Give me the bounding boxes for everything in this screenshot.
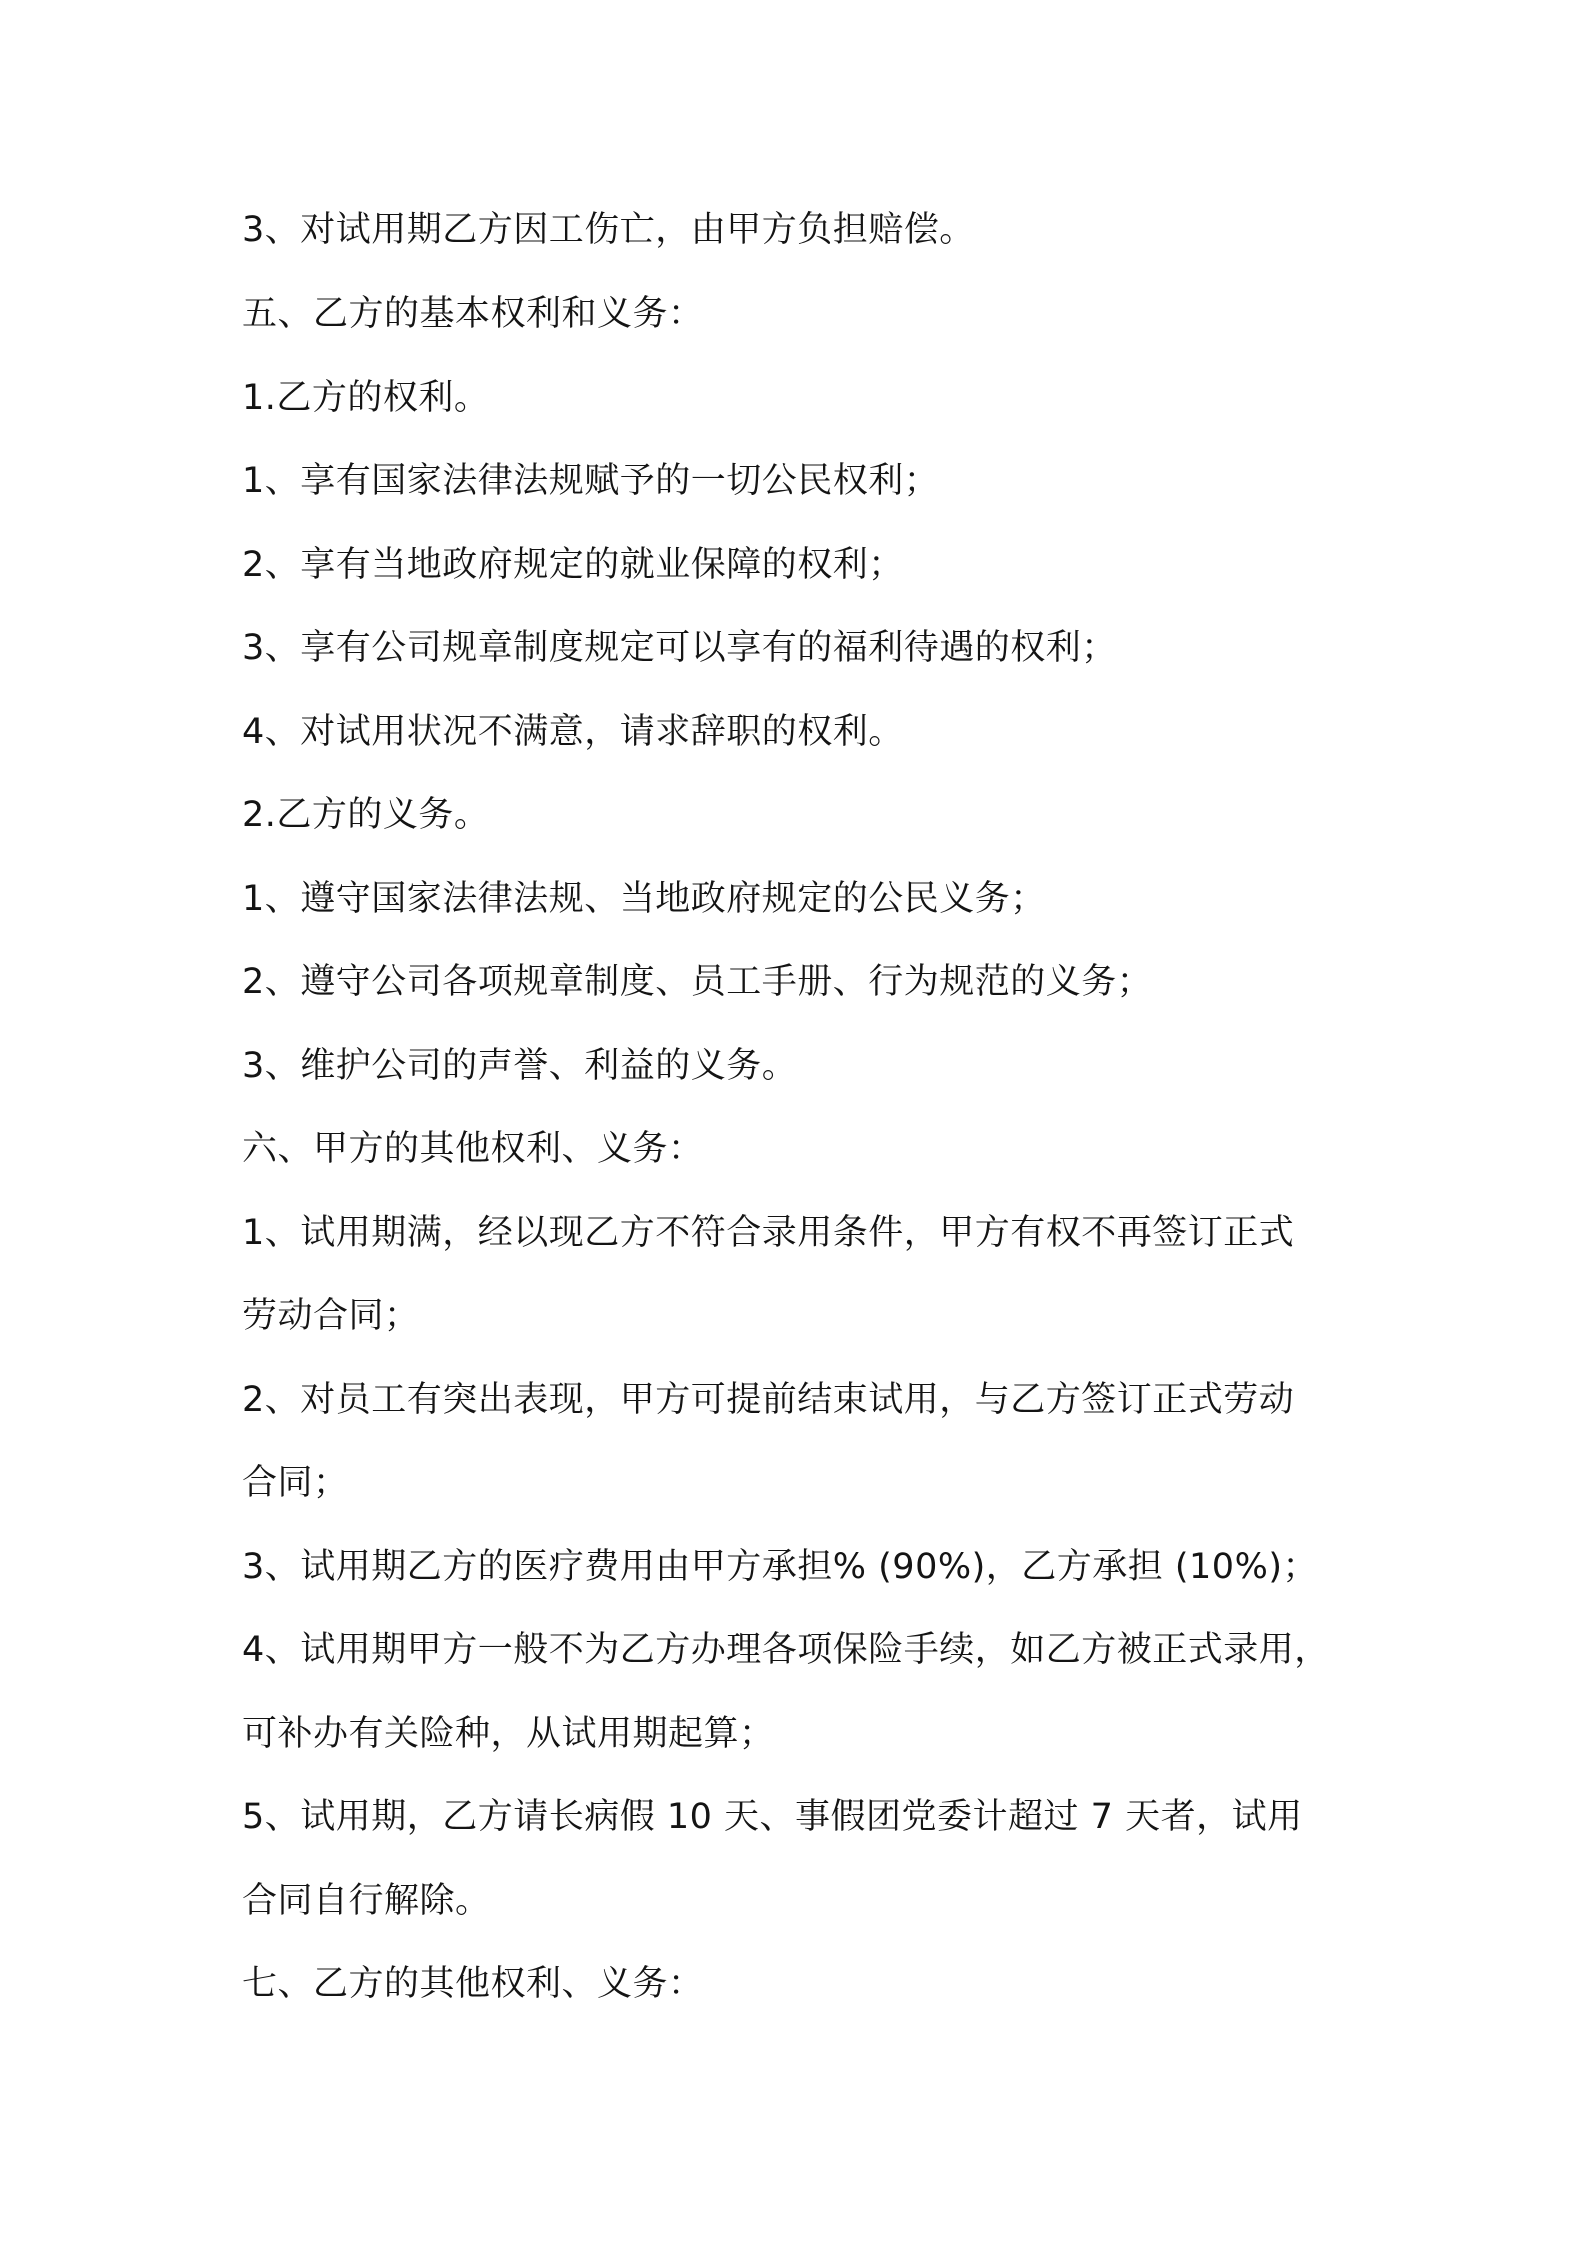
clause-line: 3、维护公司的声誉、利益的义务。	[242, 1046, 798, 1086]
clause-line: 1、享有国家法律法规赋予的一切公民权利；	[242, 461, 940, 501]
clause-line: 3、试用期乙方的医疗费用由甲方承担% (90%)，乙方承担 (10%)；	[242, 1547, 1318, 1587]
clause-line: 5、试用期，乙方请长病假 10 天、事假团党委计超过 7 天者，试用	[242, 1797, 1303, 1837]
subsection-heading: 2.乙方的义务。	[242, 795, 490, 835]
section-heading: 六、甲方的其他权利、义务：	[242, 1129, 704, 1169]
clause-line-continuation: 劳动合同；	[242, 1296, 420, 1336]
clause-line: 2、对员工有突出表现，甲方可提前结束试用，与乙方签订正式劳动	[242, 1380, 1295, 1420]
clause-line: 1、试用期满，经以现乙方不符合录用条件，甲方有权不再签订正式	[242, 1213, 1295, 1253]
clause-line: 1、遵守国家法律法规、当地政府规定的公民义务；	[242, 879, 1046, 919]
clause-line: 2、享有当地政府规定的就业保障的权利；	[242, 545, 904, 585]
clause-line: 4、试用期甲方一般不为乙方办理各项保险手续，如乙方被正式录用，	[242, 1630, 1330, 1670]
clause-line: 4、对试用状况不满意，请求辞职的权利。	[242, 712, 904, 752]
clause-line-continuation: 可补办有关险种，从试用期起算；	[242, 1714, 775, 1754]
section-heading: 五、乙方的基本权利和义务：	[242, 294, 704, 334]
subsection-heading: 1.乙方的权利。	[242, 378, 490, 418]
section-heading: 七、乙方的其他权利、义务：	[242, 1964, 704, 2004]
clause-line: 3、对试用期乙方因工伤亡，由甲方负担赔偿。	[242, 210, 975, 250]
clause-line-continuation: 合同自行解除。	[242, 1881, 491, 1921]
clause-line-continuation: 合同；	[242, 1463, 349, 1503]
clause-line: 3、享有公司规章制度规定可以享有的福利待遇的权利；	[242, 628, 1117, 668]
clause-line: 2、遵守公司各项规章制度、员工手册、行为规范的义务；	[242, 962, 1153, 1002]
